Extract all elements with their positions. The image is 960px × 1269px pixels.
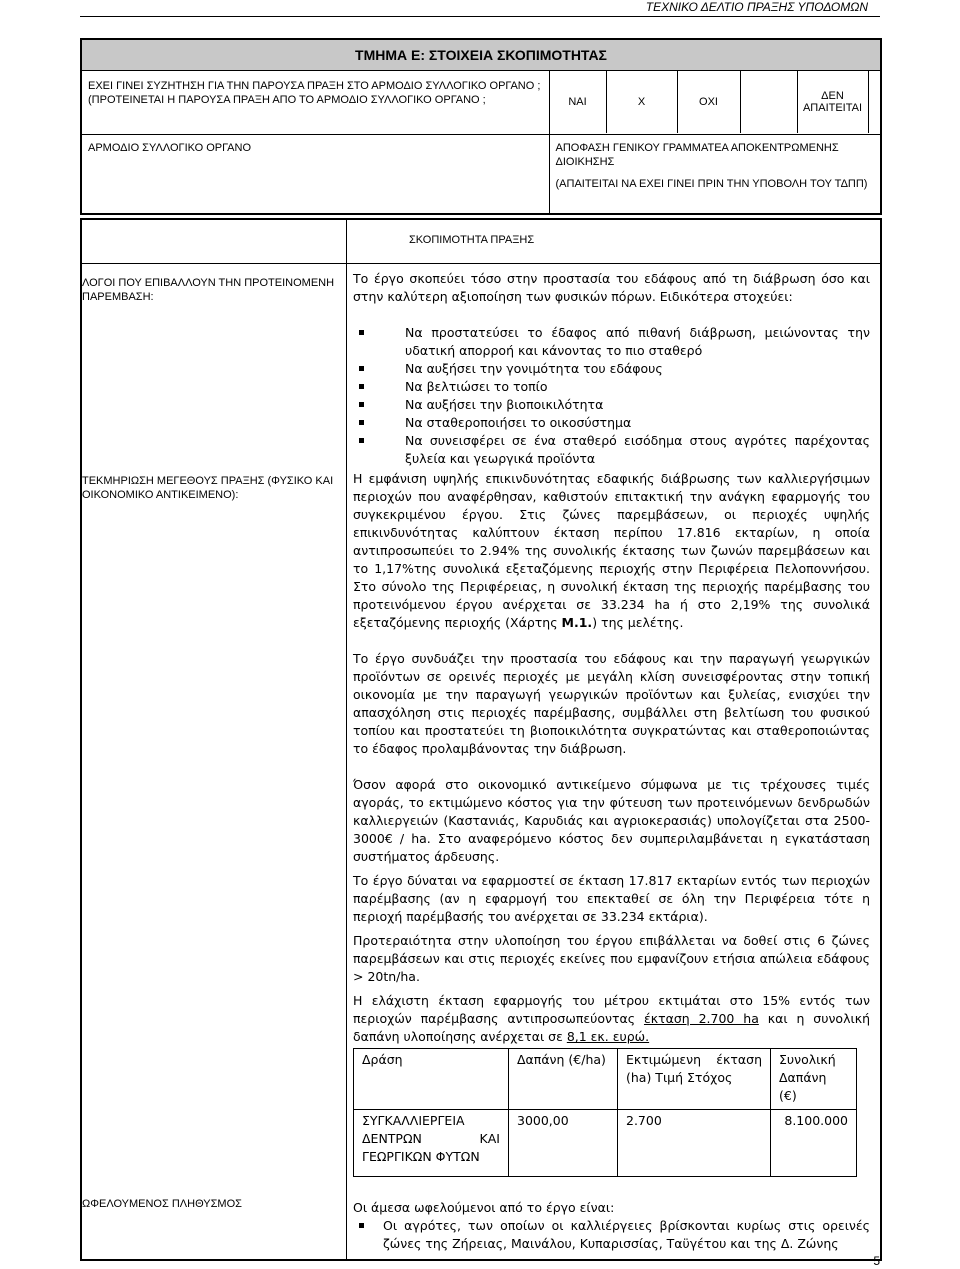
option-yes-mark[interactable]: Χ — [606, 71, 677, 133]
goal-item: Να αυξήσει την γονιμότητα του εδάφους — [353, 360, 870, 378]
purpose-table — [80, 218, 882, 1261]
discussion-options — [549, 71, 881, 135]
justification-p1-end: ) της μελέτης. — [592, 615, 684, 630]
justification-paragraph-2: Το έργο συνδυάζει την προστασία του εδάφους και την παραγωγή γεωργικών προϊόντων σε ορεινές περιοχές με μεγάλη κλίση συνεισφέροντας στην τοπική οικονομία με την παραγωγή γεωργικών προϊόντων και ξυλείας, ενισχύει την απασχόληση στις περιοχές παρέμβασης, συμβάλλει στη βελτίωση του φυσικού τοπίου και προστατεύει τη βιοποικιλότητα συγκρατώντας και σταθεροποιώντας το έδαφος προλαμβάνοντας την διάβρωση. — [353, 651, 870, 756]
justification-content — [347, 468, 882, 1187]
justification-paragraph-3: Όσον αφορά στο οικονομικό αντικείμενο σύμφωνα με τις τρέχουσες τιμές αγοράς, το εκτιμώμενο κόστος για την φύτευση των προτεινόμενων δενδρωδών καλλιεργειών (Καστανιάς, Καρυδιάς και αγριοκερασιάς) υπολογίζεται στα 2500-3000€ / ha. Στο αναφερόμενο κόστος δεν συμπεριλαμβάνεται η εγκατάσταση συστήματος άρδευσης. — [353, 777, 870, 864]
beneficiaries-list — [353, 1217, 870, 1253]
reasons-content — [347, 264, 882, 469]
cost-cell-action: ΣΥΓΚΑΛΛΙΕΡΓΕΙΑ ΔΕΝΤΡΩΝ ΚΑΙ ΓΕΩΡΓΙΚΩΝ ΦΥΤΩΝ — [354, 1110, 509, 1177]
justification-paragraph-6 — [353, 992, 870, 1046]
goal-item: Να συνεισφέρει σε ένα σταθερό εισόδημα στους αγρότες παρέχοντας ξυλεία και γεωργικά προϊόντα — [353, 432, 870, 468]
beneficiary-item: Οι αγρότες, των οποίων οι καλλιέργειες βρίσκονται κυρίως στις ορεινές ζώνες της Ζήρειας, Μαινάλου, Κυπαρισσίας, Ταϋγέτου και της Δ. Ζώνης — [353, 1217, 870, 1253]
justification-label: ΤΕΚΜΗΡΙΩΣΗ ΜΕΓΕΘΟΥΣ ΠΡΑΞΗΣ (ΦΥΣΙΚΟ ΚΑΙ ΟΙΚΟΝΟΜΙΚΟ ΑΝΤΙΚΕΙΜΕΝΟ): — [82, 475, 334, 501]
cost-cell-total: 8.100.000 — [771, 1110, 857, 1177]
cost-table-row — [354, 1110, 857, 1177]
cost-header-area: Εκτιμώμενη έκταση (ha) Τιμή Στόχος — [618, 1049, 771, 1110]
reasons-label: ΛΟΓΟΙ ΠΟΥ ΕΠΙΒΑΛΛΟΥΝ ΤΗΝ ΠΡΟΤΕΙΝΟΜΕΝΗ ΠΑΡΕΜΒΑΣΗ: — [81, 264, 347, 469]
collective-body-label: ΑΡΜΟΔΙΟ ΣΥΛΛΟΓΙΚΟ ΟΡΓΑΝΟ — [81, 135, 549, 215]
cost-cell-area: 2.700 — [618, 1110, 771, 1177]
reasons-intro: Το έργο σκοπεύει τόσο στην προστασία του εδάφους από τη διάβρωση όσο και στην καλύτερη αξιοποίηση των φυσικών πόρων. Ειδικότερα στοχεύει: — [353, 271, 870, 304]
cost-cell-cost-per-ha: 3000,00 — [509, 1110, 618, 1177]
document-header-title: ΤΕΧΝΙΚΟ ΔΕΛΤΙΟ ΠΡΑΞΗΣ ΥΠΟΔΟΜΩΝ — [645, 0, 868, 14]
goal-item: Να βελτιώσει το τοπίο — [353, 378, 870, 396]
justification-p1-text: Η εμφάνιση υψηλής επικινδυνότητας εδαφικής διάβρωσης των καλλιεργήσιμων περιοχών που αναφέρθησαν, καθιστούν επιτακτική την ανάγκη εφαρμογής του συγκεκριμένου έργου. Στις ζώνες παρεμβάσεων, οι περιοχές υψηλής επικινδυνότητας καλύπτουν έκταση περίπου 17.816 εκταρίων, η οποία αντιπροσωπεύει το 2.94% της συνολικής έκτασης των ζωνών παρεμβάσεων και το 1,17%της συνολικά εξεταζόμενης περιοχής στην Περιφέρεια Πελοποννήσου. Στο σύνολο της Περιφέρειας, η συνολική έκταση της περιοχής παρέμβασης του προτεινόμενου έργου ανέρχεται σε 33.234 ha ή στο 2,19% της συνολικά εξεταζόμενης περιοχής (Χάρτης — [353, 471, 870, 630]
option-yes-label: ΝΑΙ — [550, 71, 607, 133]
goals-list — [353, 324, 870, 468]
header-rule — [80, 16, 880, 17]
justification-p6-mid: και η συνολική δαπάνη υλοποίησης ανέρχεται σε — [353, 1011, 870, 1044]
page-number: 5 — [873, 1254, 880, 1268]
cost-table-header-row — [354, 1049, 857, 1110]
justification-paragraph-5: Προτεραιότητα στην υλοποίηση του έργου επιβάλλεται να δοθεί στις 6 ζώνες παρεμβάσεων και στις περιοχές εκείνες που εμφανίζουν ετήσια απώλεια εδάφους > 20tn/ha. — [353, 933, 870, 984]
purpose-heading: ΣΚΟΠΙΜΟΤΗΤΑ ΠΡΑΞΗΣ — [347, 219, 882, 264]
option-no-label: ΟΧΙ — [677, 71, 740, 133]
justification-paragraph-4: Το έργο δύναται να εφαρμοστεί σε έκταση 17.817 εκταρίων εντός των περιοχών παρέμβασης (αν η εφαρμογή του επεκταθεί σε όλη την Περιφέρεια τότε η περιοχή παρέμβασής του ανέρχεται σε 33.234 εκτάρια). — [353, 873, 870, 924]
option-no-mark[interactable] — [740, 71, 797, 133]
section-e-table — [80, 38, 882, 215]
cost-table — [353, 1048, 857, 1177]
cost-header-total: Συνολική Δαπάνη (€) — [771, 1049, 857, 1110]
cost-header-cost-per-ha: Δαπάνη (€/ha) — [509, 1049, 618, 1110]
discussion-question: ΕΧΕΙ ΓΙΝΕΙ ΣΥΖΗΤΗΣΗ ΓΙΑ ΤΗΝ ΠΑΡΟΥΣΑ ΠΡΑΞΗ ΣΤΟ ΑΡΜΟΔΙΟ ΣΥΛΛΟΓΙΚΟ ΟΡΓΑΝΟ ; (ΠΡΟΤΕΙΝΕΤΑΙ Η ΠΑΡΟΥΣΑ ΠΡΑΞΗ ΑΠΟ ΤΟ ΑΡΜΟΔΙΟ ΣΥΛΛΟΓΙΚΟ ΟΡΓΑΝΟ ; — [81, 71, 549, 135]
cost-header-action: Δράση — [354, 1049, 509, 1110]
goal-item: Να αυξήσει την βιοποικιλότητα — [353, 396, 870, 414]
collective-body-value — [549, 135, 881, 215]
justification-paragraph-1 — [353, 470, 870, 632]
beneficiaries-content — [347, 1187, 882, 1260]
total-cost-value: 8,1 εκ. ευρώ. — [566, 1029, 650, 1044]
goal-item: Να προστατεύσει το έδαφος από πιθανή διάβρωση, μειώνοντας την υδατική απορροή και κάνοντας το πιο σταθερό — [353, 324, 870, 360]
collective-body-note: (ΑΠΑΙΤΕΙΤΑΙ ΝΑ ΕΧΕΙ ΓΙΝΕΙ ΠΡΙΝ ΤΗΝ ΥΠΟΒΟΛΗ ΤΟΥ ΤΔΠΠ) — [555, 178, 868, 190]
beneficiaries-label: ΩΦΕΛΟΥΜΕΝΟΣ ΠΛΗΘΥΣΜΟΣ — [82, 1198, 242, 1210]
beneficiaries-intro: Οι άμεσα ωφελούμενοι από το έργο είναι: — [353, 1200, 615, 1215]
option-not-required-mark[interactable] — [868, 71, 880, 133]
option-not-required-label: ΔΕΝ ΑΠΑΙΤΕΙΤΑΙ — [797, 71, 868, 133]
goal-item: Να σταθεροποιήσει το οικοσύστημα — [353, 414, 870, 432]
min-area-value: έκταση 2.700 ha — [643, 1011, 759, 1026]
justification-p6-text: Η ελάχιστη έκταση εφαρμογής του μέτρου εκτιμάται στο 15% εντός των περιοχών παρέμβασης αντιπροσωπεύοντας — [353, 993, 870, 1026]
section-e-title: ΤΜΗΜΑ Ε: ΣΤΟΙΧΕΙΑ ΣΚΟΠΙΜΟΤΗΤΑΣ — [81, 39, 881, 71]
map-reference: Μ.1. — [561, 615, 593, 630]
collective-body-decision: ΑΠΟΦΑΣΗ ΓΕΝΙΚΟΥ ΓΡΑΜΜΑΤΕΑ ΑΠΟΚΕΝΤΡΩΜΕΝΗΣ ΔΙΟΙΚΗΣΗΣ — [555, 142, 839, 168]
